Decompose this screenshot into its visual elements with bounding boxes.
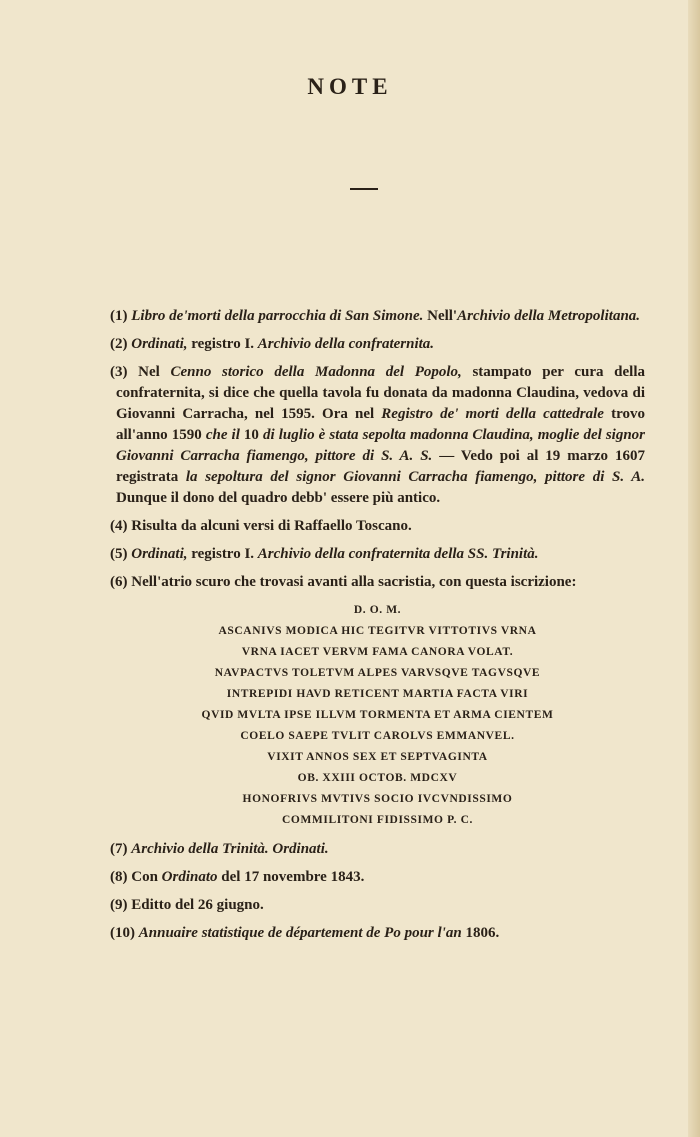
footnote-text: (7): [110, 841, 132, 857]
footnote-text: (3) Nel: [110, 364, 171, 380]
footnote-text: 10: [239, 427, 263, 443]
footnote-7: [110, 839, 645, 860]
footnote-text: (6) Nell'atrio scuro che trovasi avanti alla sacristia, con questa iscrizione:: [110, 574, 577, 590]
footnote-2: [110, 334, 645, 355]
footnote-text: (4) Risulta da alcuni versi di Raffaello Toscano.: [110, 518, 412, 534]
inscription-line: VRNA IACET VERVM FAMA CANORA VOLAT.: [241, 646, 514, 658]
footnote-text: — Vedo poi al 19 marzo 1607 registrata: [116, 448, 645, 485]
notes-section: [110, 306, 645, 951]
footnote-1: [110, 306, 645, 327]
footnote-text: Archivio della confraternita della SS. Trinità.: [257, 546, 539, 562]
footnote-text: Archivio della Trinità. Ordinati.: [131, 841, 329, 857]
footnote-6: [110, 572, 645, 593]
inscription-line: NAVPACTVS TOLETVM ALPES VARVSQVE TAGVSQVE: [214, 667, 541, 679]
footnote-text: di luglio è stata sepolta madonna Claudina, moglie del signor Giovanni Carracha fiamengo, pittore di S. A. S.: [116, 427, 646, 464]
footnote-text: (5): [110, 546, 132, 562]
footnote-text: Cenno storico della Madonna del Popolo,: [170, 364, 462, 380]
footnote-text: Libro de'morti della parrocchia di San Simone.: [131, 308, 424, 324]
footnote-text: Ordinati,: [131, 546, 188, 562]
footnote-text: Nell': [423, 308, 458, 324]
inscription-line: OB. XXIII OCTOB. MDCXV: [297, 772, 458, 784]
inscription-line: COMMILITONI FIDISSIMO P. C.: [282, 814, 473, 826]
page-heading: NOTE: [307, 74, 393, 99]
footnote-text: (10): [110, 925, 139, 941]
footnote-text: che il: [205, 427, 240, 443]
notes-list-continued: [110, 839, 645, 944]
footnote-text: registro I.: [187, 546, 258, 562]
footnote-9: [110, 895, 645, 916]
inscription-line: ASCANIVS MODICA HIC TEGITVR VITTOTIVS VRNA: [218, 625, 537, 637]
inscription-block: [110, 600, 645, 831]
footnote-text: Ordinati,: [131, 336, 188, 352]
footnote-text: (1): [110, 308, 132, 324]
footnote-5: [110, 544, 645, 565]
footnote-8: [110, 867, 645, 888]
inscription-line: HONOFRIVS MVTIVS SOCIO IVCVNDISSIMO: [242, 793, 513, 805]
footnote-text: la sepoltura del signor Giovanni Carracha fiamengo, pittore di S. A.: [185, 469, 645, 485]
footnote-text: Ordinato: [161, 869, 218, 885]
footnote-text: 1806.: [461, 925, 500, 941]
inscription-line: INTREPIDI HAVD RETICENT MARTIA FACTA VIRI: [226, 688, 529, 700]
footnote-4: [110, 516, 645, 537]
inscription-line: COELO SAEPE TVLIT CAROLVS EMMANVEL.: [240, 730, 515, 742]
footnote-3: [110, 362, 645, 509]
footnote-text: (2): [110, 336, 132, 352]
footnote-text: Archivio della Metropolitana.: [457, 308, 641, 324]
page-edge: [688, 0, 700, 1137]
footnote-10: [110, 923, 645, 944]
inscription-line: D. O. M.: [353, 604, 402, 616]
footnote-text: (8) Con: [110, 869, 162, 885]
inscription-line: QVID MVLTA IPSE ILLVM TORMENTA ET ARMA CIENTEM: [201, 709, 554, 721]
footnote-text: Dunque il dono del quadro debb' essere più antico.: [116, 490, 441, 506]
footnote-text: Archivio della confraternita.: [257, 336, 435, 352]
footnote-text: (9) Editto del 26 giugno.: [110, 897, 264, 913]
inscription-line: VIXIT ANNOS SEX ET SEPTVAGINTA: [267, 751, 488, 763]
footnote-text: registro I.: [187, 336, 258, 352]
footnote-text: Registro de' morti della cattedrale: [381, 406, 604, 422]
footnote-text: Annuaire statistique de département de Po pour l'an: [138, 925, 462, 941]
notes-list: [110, 306, 645, 593]
footnote-text: del 17 novembre 1843.: [217, 869, 365, 885]
footnote-text: trovo all'anno 1590: [116, 406, 645, 443]
footnote-text: stampato per cura della confraternita, si dice che quella tavola fu donata da madonna Claudina, vedova di Giovanni Carracha, nel 1595. Ora nel: [116, 364, 646, 422]
heading-rule: [350, 188, 378, 190]
